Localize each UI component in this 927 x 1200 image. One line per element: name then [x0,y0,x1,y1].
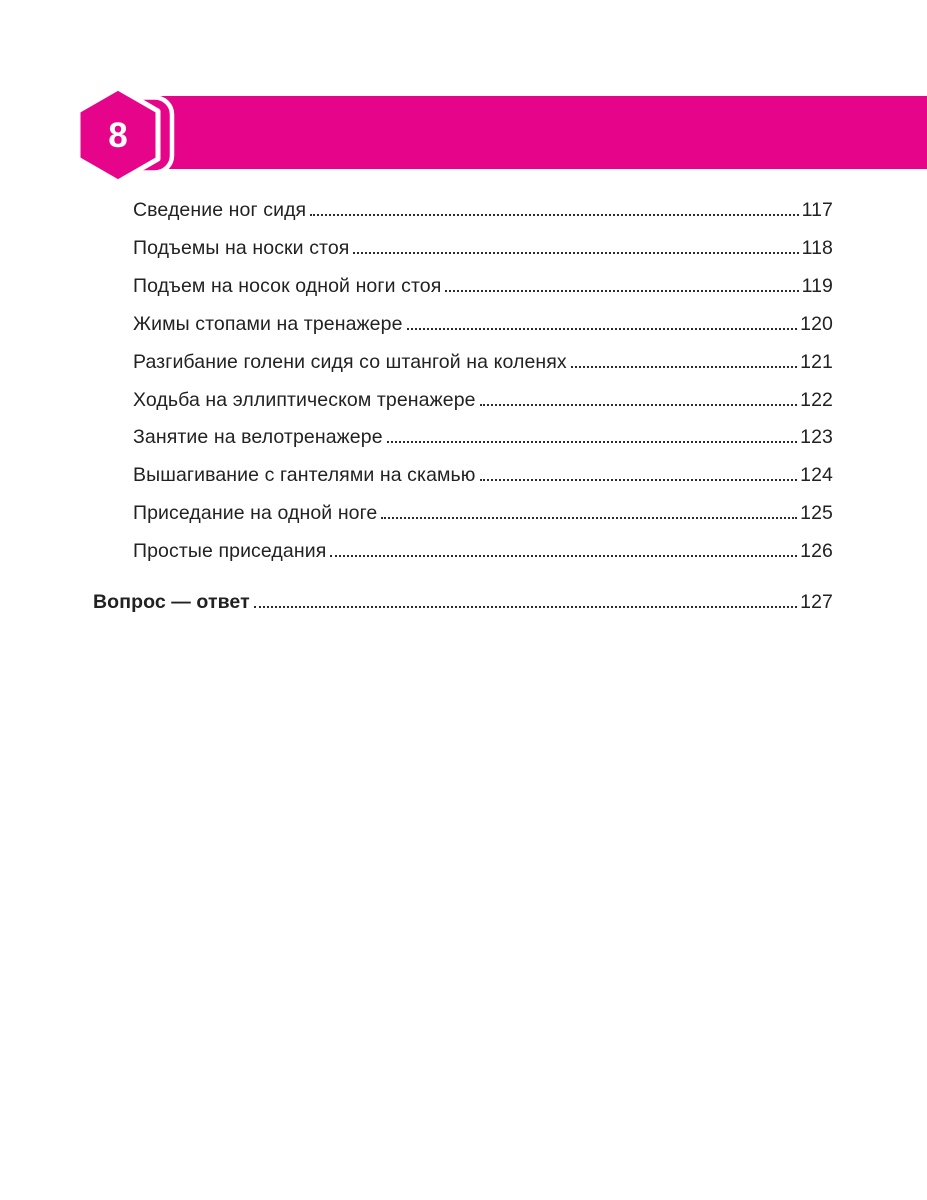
toc-entry-title: Занятие на велотренажере [133,426,383,449]
toc-page-number: 121 [800,350,833,373]
toc-entry-title: Ходьба на эллиптическом тренажере [133,388,476,411]
toc-entry-title: Вышагивание с гантелями на скамью [133,464,476,487]
chapter-number: 8 [108,116,128,155]
toc-row [93,192,833,230]
toc-row [93,457,833,495]
chapter-band [148,96,927,169]
dot-leader [407,328,798,330]
toc-entry-title: Подъемы на носки стоя [133,236,350,259]
dot-leader [445,290,798,292]
dot-leader [353,252,798,254]
toc-entry-title: Подъем на носок одной ноги стоя [133,274,442,297]
toc-entry-title: Разгибание голени сидя со штангой на коленях [133,350,567,373]
toc-row [93,268,833,306]
dot-leader [330,555,797,557]
toc-row [93,306,833,344]
dot-leader [480,404,798,406]
chapter-header [0,0,927,200]
toc-page-number: 118 [801,236,833,259]
toc-page-number: 117 [801,199,833,221]
toc-row [93,533,833,571]
toc-page-number: 124 [800,464,833,487]
toc-row [93,584,833,622]
dot-leader [381,517,797,519]
toc-row [93,382,833,420]
dot-leader [387,441,798,443]
dot-leader [571,366,797,368]
toc-page-number: 127 [800,591,833,614]
toc-page-number: 120 [800,312,833,335]
dot-leader [310,214,798,216]
toc-row [93,344,833,382]
toc-page-number: 122 [800,388,833,411]
toc-entry-title: Простые приседания [133,540,327,563]
toc-entry-title: Жимы стопами на тренажере [133,312,403,335]
toc-page-number: 119 [801,274,833,297]
toc-page-number: 126 [800,540,833,563]
toc-page-number: 125 [800,502,833,525]
toc-row [93,495,833,533]
toc-row [93,230,833,268]
toc-row [93,419,833,457]
toc-entry-title: Приседание на одной ноге [133,502,378,525]
dot-leader [254,606,797,608]
toc-list [93,192,833,622]
dot-leader [480,479,798,481]
toc-page-number: 123 [800,426,833,449]
toc-entry-title: Сведение ног сидя [133,199,307,221]
toc-entry-title: Вопрос — ответ [93,591,250,614]
